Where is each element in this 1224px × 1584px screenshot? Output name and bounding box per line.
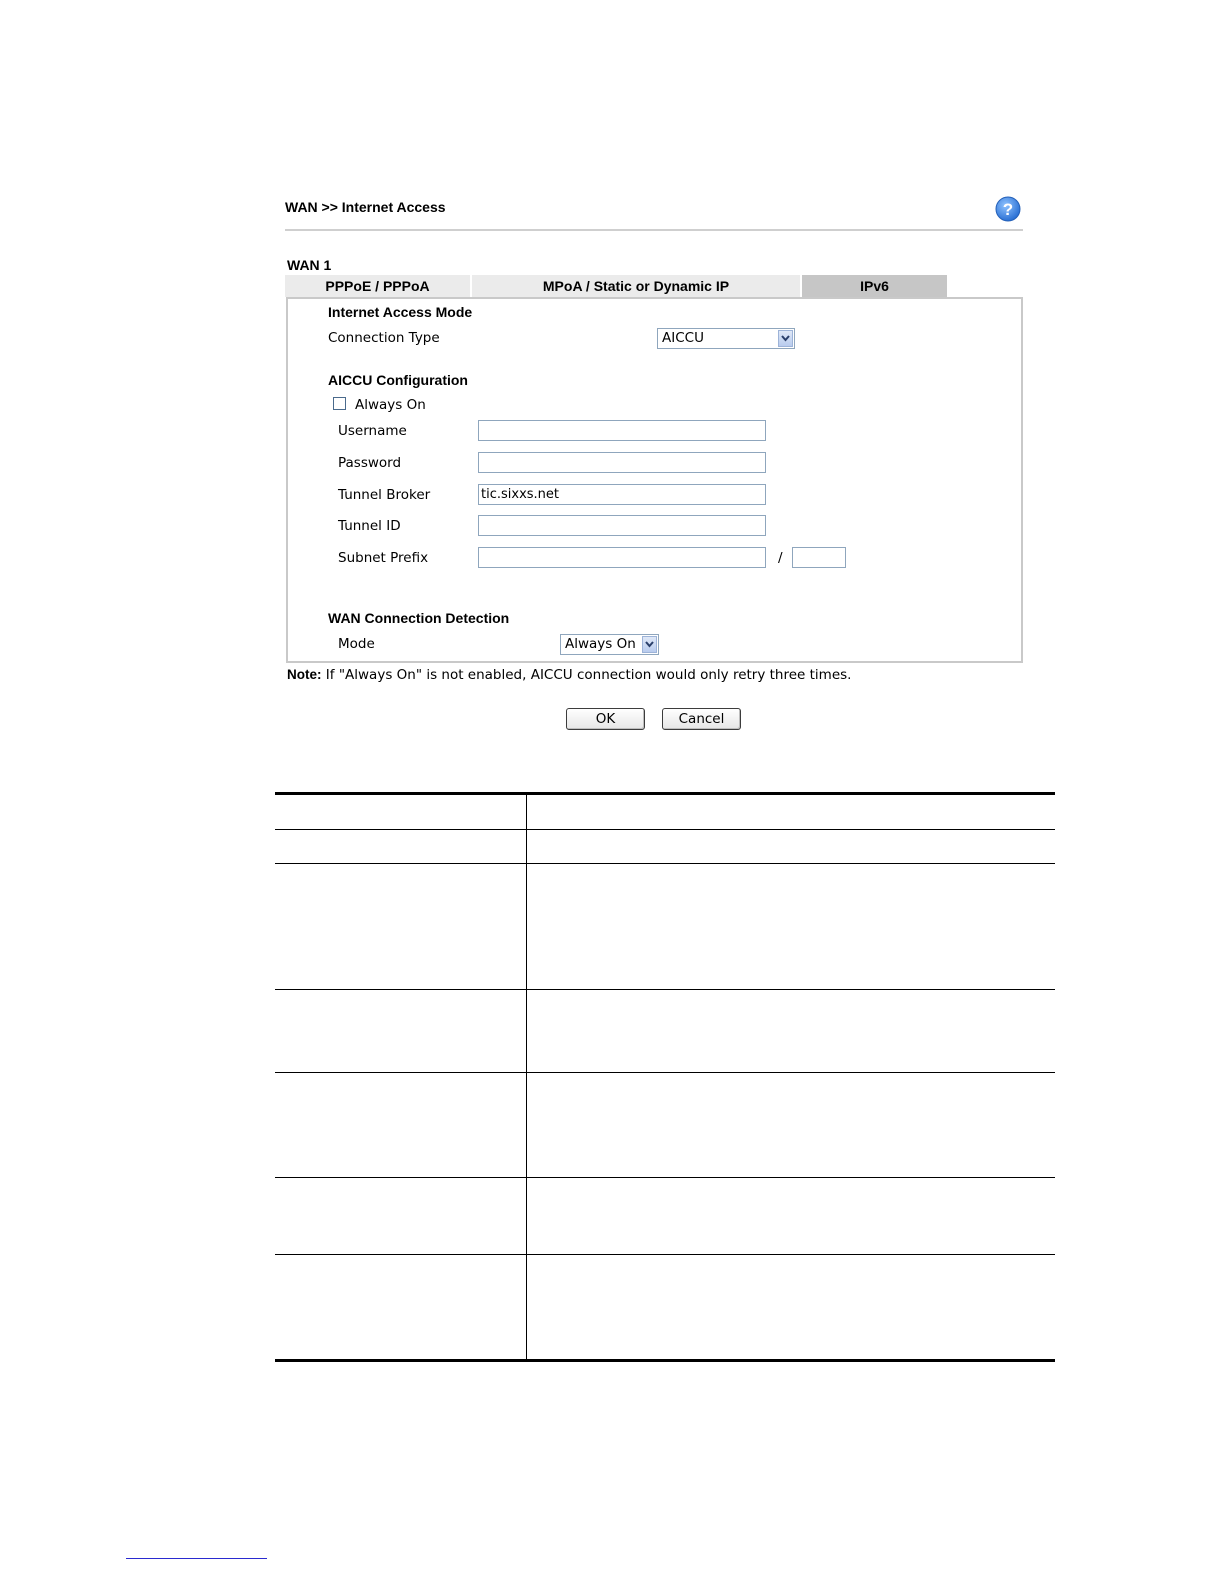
table-cell <box>275 794 527 830</box>
tab-ipv6[interactable]: IPv6 <box>802 275 947 297</box>
table-cell <box>527 990 1056 1073</box>
cancel-button[interactable]: Cancel <box>662 708 741 730</box>
subnet-prefix-label: Subnet Prefix <box>338 550 429 566</box>
note-body: If "Always On" is not enabled, AICCU connection would only retry three times. <box>321 667 852 683</box>
always-on-checkbox[interactable] <box>333 397 346 410</box>
table-cell <box>527 1073 1056 1178</box>
title-divider <box>285 229 1023 231</box>
wan-connection-detection-heading: WAN Connection Detection <box>328 610 510 626</box>
tunnel-id-label: Tunnel ID <box>338 518 401 534</box>
prefix-separator: / <box>778 550 783 566</box>
aiccu-configuration-heading: AICCU Configuration <box>328 372 468 388</box>
mode-label: Mode <box>338 636 375 652</box>
table-row <box>275 1073 1055 1178</box>
note-text <box>287 667 851 683</box>
table-cell <box>527 1255 1056 1361</box>
table-cell <box>275 1178 527 1255</box>
connection-type-value: AICCU <box>662 330 704 346</box>
connection-type-select[interactable] <box>657 328 795 349</box>
table-row <box>275 864 1055 990</box>
table-cell <box>275 1073 527 1178</box>
username-input[interactable] <box>478 420 766 441</box>
description-table <box>275 792 1055 1362</box>
tab-mpoa-static-dynamic[interactable]: MPoA / Static or Dynamic IP <box>472 275 800 297</box>
table-cell <box>275 990 527 1073</box>
table-cell <box>527 1178 1056 1255</box>
table-row <box>275 794 1055 830</box>
always-on-label: Always On <box>355 397 426 413</box>
settings-panel <box>286 297 1023 663</box>
table-row <box>275 990 1055 1073</box>
table-row <box>275 830 1055 864</box>
table-cell <box>275 1255 527 1361</box>
tunnel-broker-input[interactable]: tic.sixxs.net <box>478 484 766 505</box>
table-cell <box>275 864 527 990</box>
chevron-down-icon <box>778 330 793 347</box>
username-label: Username <box>338 423 407 439</box>
table-cell <box>527 864 1056 990</box>
tunnel-id-input[interactable] <box>478 515 766 536</box>
note-prefix: Note: <box>287 667 322 682</box>
table-cell <box>275 830 527 864</box>
page-title: WAN >> Internet Access <box>285 199 446 215</box>
chevron-down-icon <box>642 636 657 653</box>
table-cell <box>527 794 1056 830</box>
wan-label: WAN 1 <box>287 257 332 273</box>
internet-access-mode-heading: Internet Access Mode <box>328 304 473 320</box>
detection-mode-value: Always On <box>565 636 636 652</box>
footer-link-underline <box>126 1558 267 1559</box>
password-label: Password <box>338 455 402 471</box>
table-row <box>275 1255 1055 1361</box>
detection-mode-select[interactable] <box>560 634 659 655</box>
table-cell <box>527 830 1056 864</box>
tab-pppoe-pppoa[interactable]: PPPoE / PPPoA <box>285 275 470 297</box>
ok-button[interactable]: OK <box>566 708 645 730</box>
question-mark-icon[interactable] <box>995 196 1021 222</box>
tunnel-broker-label: Tunnel Broker <box>338 487 431 503</box>
table-row <box>275 1178 1055 1255</box>
subnet-prefix-input[interactable] <box>478 547 766 568</box>
svg-text:?: ? <box>1002 200 1014 219</box>
prefix-length-input[interactable] <box>792 547 846 568</box>
connection-type-label: Connection Type <box>328 330 440 346</box>
password-input[interactable] <box>478 452 766 473</box>
